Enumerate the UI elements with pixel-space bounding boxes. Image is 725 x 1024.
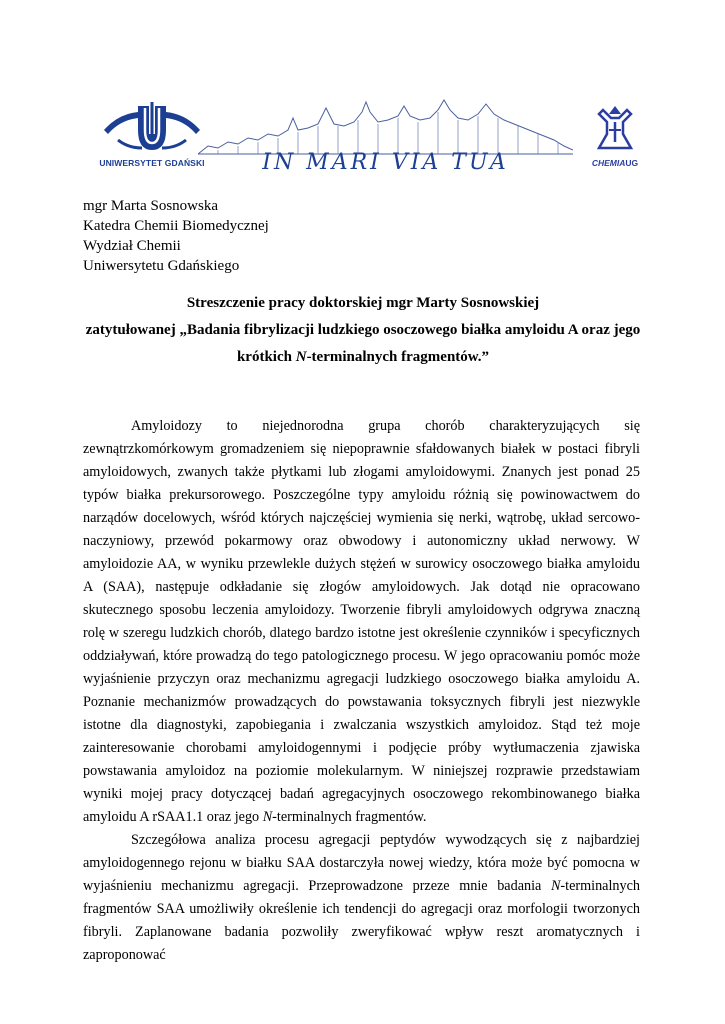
- paragraph-2-text: Szczegółowa analiza procesu agregacji peptydów wywodzących się z najbardziej amyloidogennego rejonu w białku SAA dostarczyła nowej wiedzy, która może być pomocna w wyjaśnieniu mechanizmu agregacji. Przeprowadzone przeze mnie badania: [83, 832, 640, 894]
- paragraph-1-end: -terminalnych fragmentów.: [272, 809, 427, 825]
- author-department: Katedra Chemii Biomedycznej: [83, 218, 269, 234]
- university-name: UNIWERSYTET GDAŃSKI: [99, 158, 205, 168]
- title-line-3-post: -terminalnych fragmentów.”: [306, 349, 490, 365]
- author-block: [83, 196, 269, 276]
- faculty-logo-text-ug: UG: [625, 158, 639, 168]
- author-name: mgr Marta Sosnowska: [83, 198, 218, 214]
- motto: IN MARI VIA TUA: [262, 150, 509, 175]
- chemistry-emblem-icon: [585, 104, 645, 156]
- thesis-title: [76, 290, 650, 371]
- university-emblem-icon: [98, 100, 206, 156]
- paragraph-1-italic: N: [262, 809, 273, 825]
- paragraph-1-text: Amyloidozy to niejednorodna grupa chorób charakteryzujących się zewnątrzkomórkowym gromadzeniem się niepoprawnie sfałdowanych białek w postaci fibryli amyloidowych, zwanych także płytkami lub złogami amyloidowymi. Znanych jest ponad 25 typów białka prekursorowego. Poszczególne typy amyloidu różnią się powinowactwem do narządów docelowych, wśród których najczęściej wymienia się nerki, wątrobę, układ sercowo-naczyniowy, przewód pokarmowy oraz obwodowy i autonomiczny układ nerwowy. W amyloidozie AA, w wyniku przewlekle dużych stężeń w surowicy osoczowego białka amyloidu A (SAA), następuje odkładanie się złogów amyloidowych. Jak dotąd nie opracowano skutecznego sposobu leczenia amyloidozy. Tworzenie fibryli amyloidowych odgrywa znaczną rolę w szeregu ludzkich chorób, dlatego bardzo istotne jest określenie czynników i specyficznych oddziaływań, które prowadzą do tego patologicznego procesu. W jego opracowaniu pomóc może wyjaśnienie przyczyn oraz mechanizmu agregacji ludzkiego osoczowego białka amyloidu A. Poznanie mechanizmów prowadzących do powstawania toksycznych fibryli jest niezwykle istotne dla diagnostyki, zapobiegania i zwalczania wszystkich amyloidoz. Stąd też moje zainteresowanie chorobami amyloidogennymi i podjęcie próby wytłumaczenia zjawiska powstawania amyloidoz na poziomie molekularnym. W niniejszej rozprawie przedstawiam wyniki mojej pracy dotyczącej badań agregacyjnych osoczowego rekombinowanego białka amyloidu A rSAA1.1 oraz jego: [83, 418, 640, 825]
- title-line-3-italic: N: [295, 349, 307, 365]
- page-header: [0, 0, 725, 180]
- faculty-logo-text: [585, 158, 645, 168]
- author-university: Uniwersytetu Gdańskiego: [83, 258, 240, 274]
- paragraph-2: [83, 829, 640, 967]
- faculty-logo-text-chemia: CHEMIA: [591, 158, 626, 168]
- title-line-3-pre: krótkich: [236, 349, 296, 365]
- title-line-3: [76, 344, 650, 371]
- paragraph-2-italic: N: [550, 878, 561, 894]
- university-logo: [98, 100, 206, 172]
- city-panorama: [198, 98, 573, 180]
- paragraph-2-end: -terminalnych fragmentów SAA umożliwiły określenie ich tendencji do agregacji oraz morfologii tworzonych fibryli. Zaplanowane badania pozwoliły zweryfikować wpływ reszt aromatycznych i zaproponować: [83, 878, 640, 963]
- title-line-2: zatytułowanej „Badania fibrylizacji ludzkiego osoczowego białka amyloidu A oraz jego: [85, 322, 641, 338]
- abstract-body: [83, 415, 640, 967]
- title-line-1: Streszczenie pracy doktorskiej mgr Marty Sosnowskiej: [186, 295, 540, 311]
- paragraph-1: [83, 415, 640, 829]
- faculty-logo: [585, 104, 645, 174]
- gdansk-skyline-icon: [198, 98, 573, 158]
- author-faculty: Wydział Chemii: [83, 238, 181, 254]
